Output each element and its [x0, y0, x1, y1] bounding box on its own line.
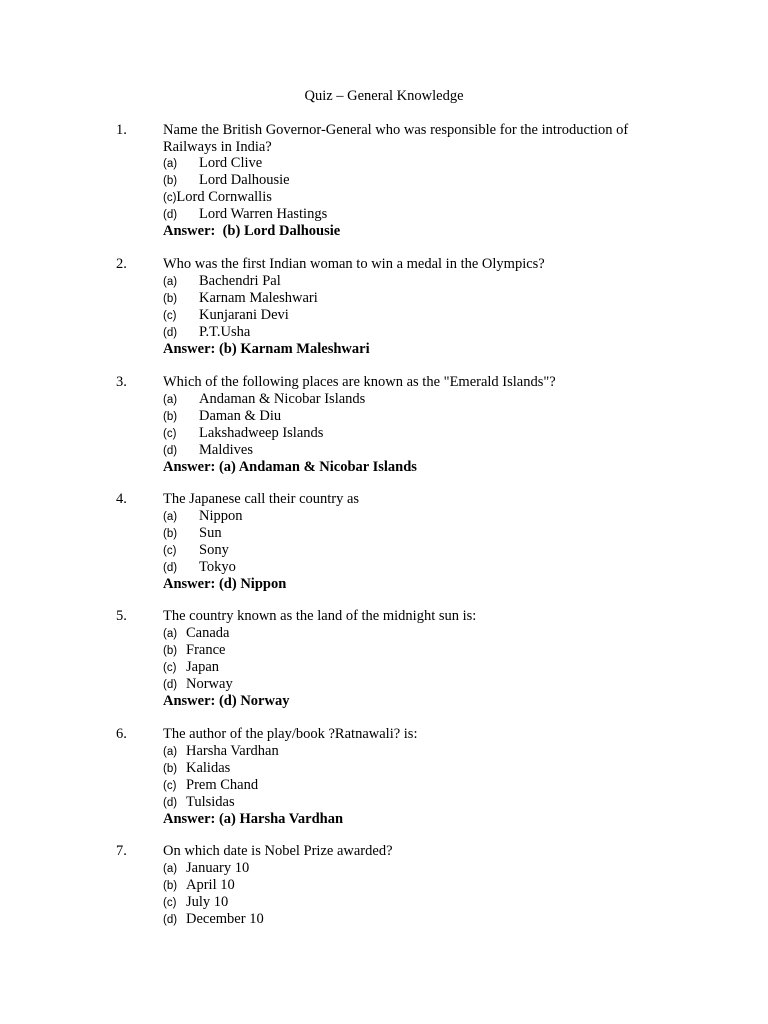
option-text: Lord Dalhousie	[199, 172, 290, 188]
option-b	[163, 290, 318, 308]
option-text: Karnam Maleshwari	[199, 290, 318, 306]
option-label: (d)	[163, 679, 178, 691]
option-label: (a)	[163, 158, 178, 170]
question-number: 5.	[116, 608, 127, 624]
option-b	[163, 525, 222, 543]
option-text: Kalidas	[186, 760, 231, 776]
question-number: 7.	[116, 843, 127, 859]
answer-line: Answer: (d) Norway	[163, 693, 290, 709]
option-d	[163, 206, 327, 224]
option-text: December 10	[186, 911, 264, 927]
option-a	[163, 743, 279, 761]
answer-line: Answer: (b) Lord Dalhousie	[163, 223, 341, 239]
option-text: Nippon	[199, 508, 243, 524]
option-c	[163, 307, 289, 325]
option-b	[163, 642, 225, 660]
option-label: (c)	[163, 428, 177, 440]
option-text: Harsha Vardhan	[186, 743, 279, 759]
option-text: Japan	[186, 659, 220, 675]
option-d	[163, 676, 233, 694]
option-text: Lord Clive	[199, 155, 263, 171]
option-label: (a)	[163, 394, 178, 406]
option-label: (a)	[163, 628, 178, 640]
option-a	[163, 273, 281, 291]
option-label: (c)	[163, 310, 177, 322]
option-text: Lord Warren Hastings	[199, 206, 328, 222]
option-text: Daman & Diu	[199, 408, 282, 424]
option-d	[163, 559, 236, 577]
option-label: (d)	[163, 797, 178, 809]
option-text: April 10	[186, 877, 235, 893]
option-d	[163, 794, 235, 812]
option-text: Maldives	[199, 442, 253, 458]
document-title: Quiz – General Knowledge	[304, 88, 464, 104]
option-label: (c)	[163, 897, 177, 909]
option-c	[163, 542, 229, 560]
option-text: Lord Cornwallis	[176, 189, 272, 205]
option-d	[163, 911, 264, 929]
option-label: (b)	[163, 880, 178, 892]
option-label: (b)	[163, 293, 178, 305]
option-text: Sun	[199, 525, 222, 541]
question-number: 3.	[116, 374, 127, 390]
option-text: Tokyo	[199, 559, 236, 575]
option-label: (d)	[163, 562, 178, 574]
option-a	[163, 508, 243, 526]
answer-line: Answer: (a) Andaman & Nicobar Islands	[163, 459, 417, 475]
option-label: (c)	[163, 780, 177, 792]
option-label: (a)	[163, 276, 178, 288]
option-b	[163, 877, 235, 895]
option-label: (d)	[163, 914, 178, 926]
question-text: The author of the play/book ?Ratnawali? is:	[163, 726, 418, 742]
option-label: (b)	[163, 411, 178, 423]
option-c	[163, 659, 219, 677]
option-a	[163, 155, 262, 173]
option-text: July 10	[186, 894, 229, 910]
question-text: On which date is Nobel Prize awarded?	[163, 843, 393, 859]
option-text: Norway	[186, 676, 233, 692]
option-c	[163, 777, 258, 795]
option-label: (b)	[163, 175, 178, 187]
option-text: Tulsidas	[186, 794, 235, 810]
option-a	[163, 391, 365, 409]
option-text: Kunjarani Devi	[199, 307, 289, 323]
answer-line: Answer: (d) Nippon	[163, 576, 287, 592]
option-text: Prem Chand	[186, 777, 259, 793]
option-text: Andaman & Nicobar Islands	[199, 391, 366, 407]
option-text: January 10	[186, 860, 250, 876]
question-number: 2.	[116, 256, 127, 272]
question-text: Who was the first Indian woman to win a medal in the Olympics?	[163, 256, 545, 272]
option-label: (c)	[163, 545, 177, 557]
question-number: 6.	[116, 726, 127, 742]
option-label: (d)	[163, 209, 178, 221]
option-label: (c)	[163, 192, 177, 204]
question-text: Which of the following places are known as the "Emerald Islands"?	[163, 374, 556, 390]
option-c	[163, 425, 323, 443]
option-label: (c)	[163, 662, 177, 674]
option-text: Sony	[199, 542, 229, 558]
option-label: (b)	[163, 645, 178, 657]
option-c	[163, 894, 228, 912]
option-label: (d)	[163, 327, 178, 339]
option-a	[163, 860, 249, 878]
answer-line: Answer: (b) Karnam Maleshwari	[163, 341, 370, 357]
option-text: France	[186, 642, 226, 658]
option-text: Bachendri Pal	[199, 273, 281, 289]
question-text: Name the British Governor-General who was responsible for the introduction of Railways in India?	[163, 122, 629, 155]
option-label: (a)	[163, 863, 178, 875]
option-text: Canada	[186, 625, 230, 641]
question-number: 4.	[116, 491, 127, 507]
option-c	[163, 189, 272, 207]
option-label: (b)	[163, 528, 178, 540]
option-a	[163, 625, 229, 643]
option-text: P.T.Usha	[199, 324, 251, 340]
answer-line: Answer: (a) Harsha Vardhan	[163, 811, 344, 827]
option-b	[163, 408, 281, 426]
option-d	[163, 324, 250, 342]
option-label: (d)	[163, 445, 178, 457]
question-text: The Japanese call their country as	[163, 491, 360, 507]
option-label: (b)	[163, 763, 178, 775]
question-number: 1.	[116, 122, 127, 138]
option-label: (a)	[163, 746, 178, 758]
question-text: The country known as the land of the midnight sun is:	[163, 608, 477, 624]
option-b	[163, 760, 230, 778]
option-d	[163, 442, 253, 460]
option-label: (a)	[163, 511, 178, 523]
option-b	[163, 172, 290, 190]
option-text: Lakshadweep Islands	[199, 425, 324, 441]
